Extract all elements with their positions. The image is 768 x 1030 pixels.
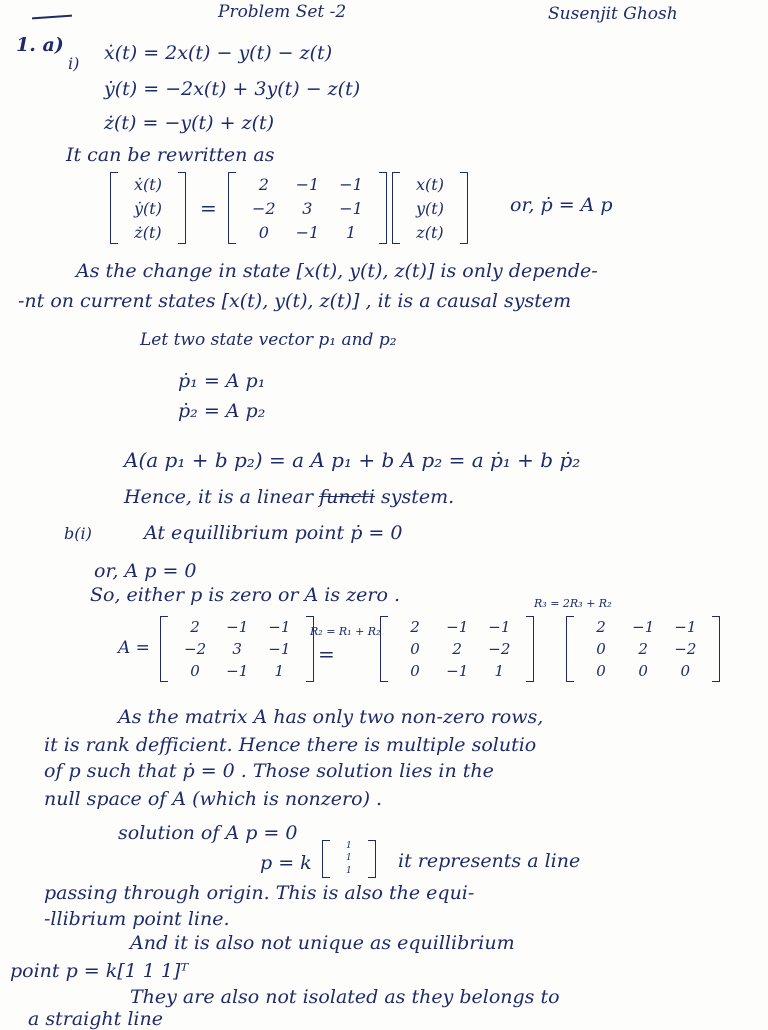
matrix-cell: 2	[596, 618, 606, 636]
matrix-cell: 0	[596, 640, 606, 658]
state-dot-x: ẋ(t)	[134, 174, 162, 194]
represents-line: it represents a line	[398, 850, 581, 872]
matrix-cell: −2	[488, 640, 511, 658]
state-dot-y: ẏ(t)	[134, 198, 162, 218]
p2-equation: ṗ₂ = A p₂	[178, 400, 266, 422]
equation-3: ż(t) = −y(t) + z(t)	[104, 112, 275, 134]
equation-2: ẏ(t) = −2x(t) + 3y(t) − z(t)	[104, 78, 361, 100]
linearity-equation: A(a p₁ + b p₂) = a A p₁ + b A p₂ = a ṗ₁ + b ṗ₂	[124, 448, 581, 472]
matrix-a-reduce	[160, 616, 314, 682]
question-label: 1. a)	[16, 34, 64, 56]
matrix-cell: 0	[258, 222, 269, 242]
matrix-cell: 2	[190, 618, 200, 636]
matrix-cell: −1	[339, 174, 363, 194]
hence-linear-post: system.	[381, 486, 455, 508]
ap-zero: or, A p = 0	[94, 560, 197, 582]
ones-cell: 1	[346, 866, 352, 877]
matrix-cell: −1	[632, 618, 655, 636]
state-y: y(t)	[416, 198, 444, 218]
compact-form: or, ṗ = A p	[510, 194, 613, 216]
row-op-2: R₃ = 2R₃ + R₂	[534, 597, 612, 610]
matrix-cell: −1	[295, 174, 320, 194]
matrix-reduced-2	[566, 616, 720, 682]
passing-line: passing through origin. This is also the equi-	[44, 882, 475, 904]
matrix-cell: 1	[345, 222, 357, 242]
a-label: A =	[118, 638, 150, 658]
matrix-cell: −1	[295, 222, 320, 242]
ones-vector	[322, 840, 376, 878]
equals-sign: =	[318, 642, 335, 666]
rank-line-4: null space of A (which is nonzero) .	[44, 788, 383, 810]
matrix-cell: 2	[638, 640, 648, 658]
ones-cell: 1	[346, 853, 352, 864]
row-op-1: R₂ = R₁ + R₂	[310, 625, 381, 638]
state-x: x(t)	[416, 174, 444, 194]
matrix-a	[228, 172, 387, 244]
matrix-cell: 0	[596, 662, 606, 680]
matrix-reduced-1	[380, 616, 534, 682]
matrix-cell: −1	[674, 618, 697, 636]
top-rule	[32, 15, 72, 20]
matrix-cell: −1	[226, 662, 249, 680]
point-line: point p = k[1 1 1]ᵀ	[10, 960, 189, 982]
straight-line-text: a straight line	[28, 1008, 163, 1030]
equation-1: ẋ(t) = 2x(t) − y(t) − z(t)	[104, 42, 333, 64]
rewritten-text: It can be rewritten as	[66, 144, 275, 166]
matrix-cell: −1	[268, 640, 291, 658]
state-vector	[392, 172, 468, 244]
matrix-cell: −1	[339, 198, 363, 218]
matrix-cell: 0	[190, 662, 200, 680]
matrix-cell: −1	[446, 662, 469, 680]
equilibrium-point-line: -llibrium point line.	[44, 908, 230, 930]
solution-of-line: solution of A p = 0	[118, 822, 298, 844]
hence-linear-pre: Hence, it is a linear	[124, 486, 314, 508]
p1-equation: ṗ₁ = A p₁	[178, 370, 266, 392]
matrix-cell: 0	[410, 640, 420, 658]
matrix-cell: 2	[452, 640, 462, 658]
isolated-line: They are also not isolated as they belongs to	[130, 986, 560, 1008]
sub-label-i: i)	[68, 54, 80, 73]
author-name: Susenjit Ghosh	[548, 4, 678, 24]
ones-cell: 1	[346, 840, 352, 851]
unique-line: And it is also not unique as equillibrium	[130, 932, 515, 954]
either-line: So, either p is zero or A is zero .	[90, 584, 401, 606]
equals-sign: =	[200, 196, 217, 220]
matrix-cell: −1	[226, 618, 249, 636]
state-dot-vector	[110, 172, 186, 244]
hence-linear	[124, 488, 454, 507]
matrix-cell: 1	[494, 662, 505, 680]
matrix-cell: 3	[302, 198, 313, 218]
matrix-cell: 1	[274, 662, 285, 680]
rank-line-2: it is rank defficient. Hence there is multiple solutio	[44, 734, 537, 756]
matrix-cell: 2	[410, 618, 420, 636]
matrix-cell: −2	[252, 198, 276, 218]
matrix-cell: 3	[232, 640, 242, 658]
causal-line-1: As the change in state [x(t), y(t), z(t)] is only depende-	[76, 260, 598, 282]
matrix-cell: −2	[674, 640, 697, 658]
state-dot-z: ż(t)	[134, 222, 162, 242]
let-line: Let two state vector p₁ and p₂	[140, 330, 397, 350]
matrix-cell: −1	[488, 618, 511, 636]
state-z: z(t)	[416, 222, 444, 242]
matrix-cell: 2	[258, 174, 269, 194]
hence-linear-strike: functi	[319, 486, 375, 508]
rank-line-3: of p such that ṗ = 0 . Those solution lies in the	[44, 760, 494, 782]
causal-line-2: -nt on current states [x(t), y(t), z(t)] , it is a causal system	[18, 290, 572, 312]
matrix-cell: 0	[410, 662, 420, 680]
matrix-cell: −1	[268, 618, 291, 636]
matrix-cell: −2	[184, 640, 207, 658]
rank-line-1: As the matrix A has only two non-zero rows,	[118, 706, 544, 728]
p-equals-k: p = k	[260, 852, 312, 874]
sub-label-b: b(i)	[64, 524, 92, 543]
matrix-cell: 0	[638, 662, 648, 680]
page-title: Problem Set -2	[218, 2, 347, 22]
matrix-cell: 0	[680, 662, 691, 680]
matrix-cell: −1	[446, 618, 469, 636]
equilibrium-line: At equillibrium point ṗ = 0	[144, 522, 403, 544]
